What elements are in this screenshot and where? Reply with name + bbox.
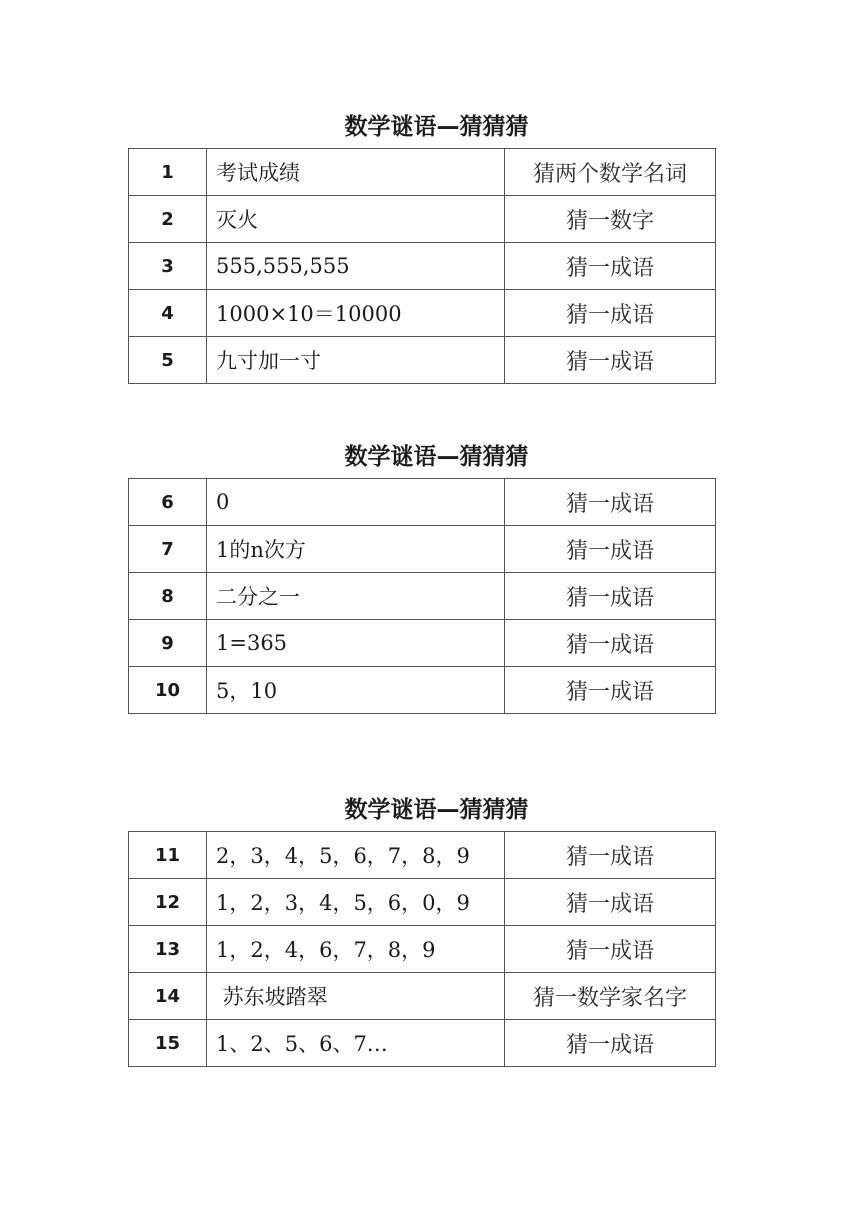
riddle-table [128, 831, 716, 1067]
riddle-hint: 猜一成语 [505, 526, 716, 573]
table-row [129, 196, 716, 243]
riddle-number: 15 [129, 1020, 207, 1067]
riddle-text: 二分之一 [207, 573, 505, 620]
table-row [129, 973, 716, 1020]
table-row [129, 149, 716, 196]
riddle-number: 9 [129, 620, 207, 667]
riddle-hint: 猜一成语 [505, 337, 716, 384]
riddle-hint: 猜一成语 [505, 1020, 716, 1067]
riddle-number: 4 [129, 290, 207, 337]
table-row [129, 620, 716, 667]
riddle-hint: 猜两个数学名词 [505, 149, 716, 196]
riddle-hint: 猜一数学家名字 [505, 973, 716, 1020]
riddle-text: 1，2，4，6，7，8，9 [207, 926, 505, 973]
riddle-number: 7 [129, 526, 207, 573]
riddle-text: 1、2、5、6、7… [207, 1020, 505, 1067]
riddle-text: 灭火 [207, 196, 505, 243]
riddle-hint: 猜一成语 [505, 879, 716, 926]
riddle-hint: 猜一数字 [505, 196, 716, 243]
section-title: 数学谜语—猜猜猜 [344, 444, 529, 470]
table-row [129, 879, 716, 926]
riddle-number: 6 [129, 479, 207, 526]
riddle-text: 1000×10＝10000 [207, 290, 505, 337]
riddle-section-1 [128, 106, 715, 384]
riddle-number: 12 [129, 879, 207, 926]
table-row [129, 290, 716, 337]
riddle-number: 2 [129, 196, 207, 243]
riddle-text: 5，10 [207, 667, 505, 714]
riddle-text: 九寸加一寸 [207, 337, 505, 384]
table-row [129, 667, 716, 714]
riddle-hint: 猜一成语 [505, 573, 716, 620]
riddle-hint: 猜一成语 [505, 620, 716, 667]
riddle-hint: 猜一成语 [505, 243, 716, 290]
riddle-text: 0 [207, 479, 505, 526]
riddle-hint: 猜一成语 [505, 926, 716, 973]
riddle-table [128, 148, 716, 384]
table-row [129, 832, 716, 879]
riddle-hint: 猜一成语 [505, 832, 716, 879]
riddle-number: 13 [129, 926, 207, 973]
riddle-table [128, 478, 716, 714]
riddle-text: 555,555,555 [207, 243, 505, 290]
riddle-text: 1，2，3，4，5，6，0，9 [207, 879, 505, 926]
riddle-text: 2，3，4，5，6，7，8，9 [207, 832, 505, 879]
riddle-text: 1的n次方 [207, 526, 505, 573]
riddle-hint: 猜一成语 [505, 667, 716, 714]
riddle-number: 1 [129, 149, 207, 196]
riddle-hint: 猜一成语 [505, 479, 716, 526]
riddle-text: 考试成绩 [207, 149, 505, 196]
riddle-section-2 [128, 436, 715, 714]
table-row [129, 926, 716, 973]
riddle-hint: 猜一成语 [505, 290, 716, 337]
section-title: 数学谜语—猜猜猜 [344, 114, 529, 140]
section-title: 数学谜语—猜猜猜 [344, 797, 529, 823]
riddle-number: 8 [129, 573, 207, 620]
table-row [129, 1020, 716, 1067]
riddle-number: 3 [129, 243, 207, 290]
table-row [129, 573, 716, 620]
riddle-number: 10 [129, 667, 207, 714]
table-row [129, 479, 716, 526]
table-row [129, 526, 716, 573]
riddle-text: 1=365 [207, 620, 505, 667]
table-row [129, 243, 716, 290]
riddle-number: 11 [129, 832, 207, 879]
riddle-number: 14 [129, 973, 207, 1020]
riddle-text: 苏东坡踏翠 [207, 973, 505, 1020]
table-row [129, 337, 716, 384]
riddle-section-3 [128, 789, 715, 1067]
riddle-number: 5 [129, 337, 207, 384]
